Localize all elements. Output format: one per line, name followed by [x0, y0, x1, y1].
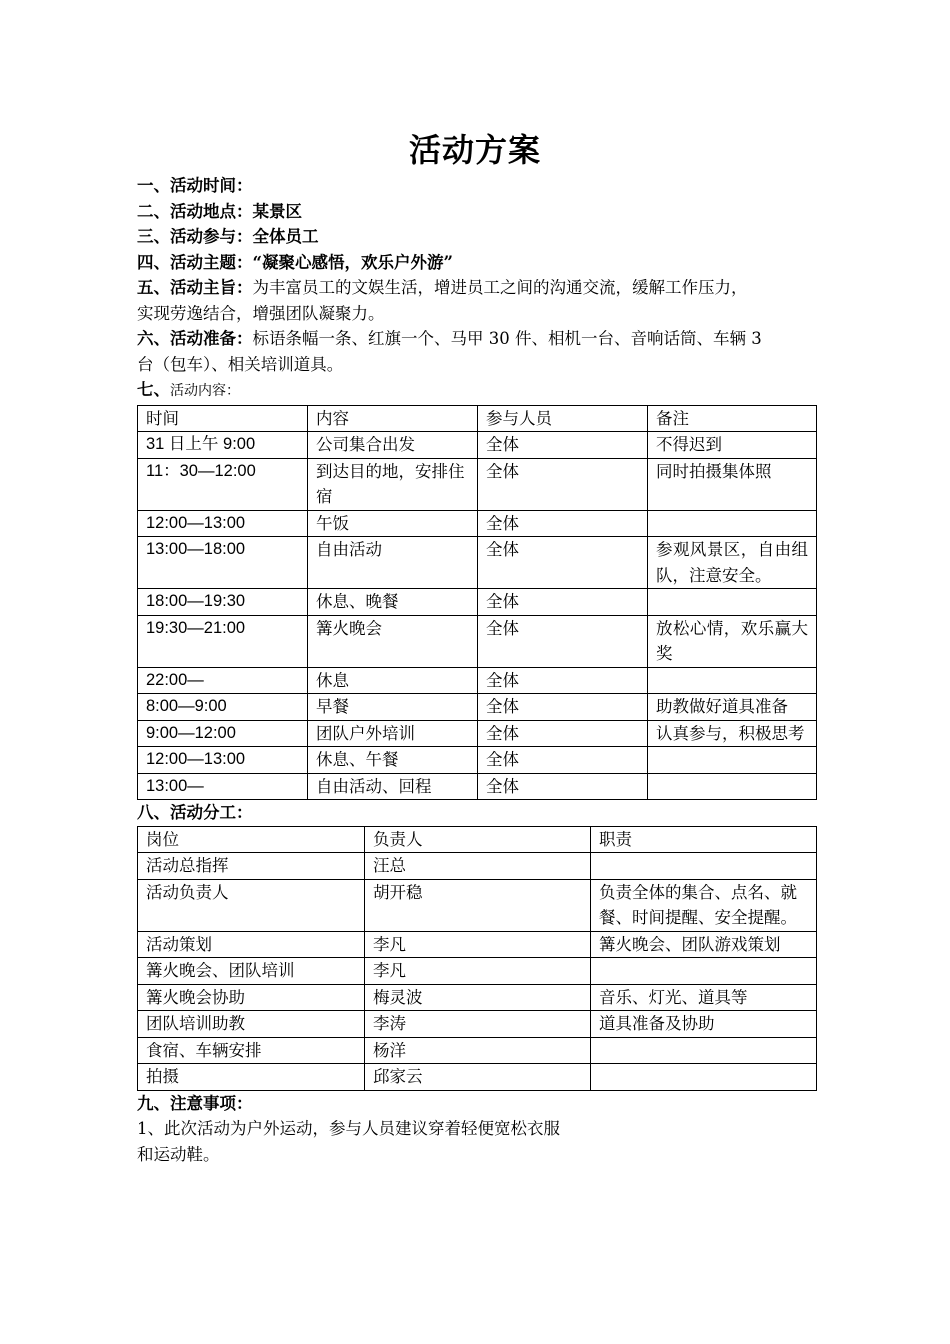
roles-row: [138, 853, 817, 880]
schedule-row: [138, 720, 817, 747]
table-cell: 参观风景区，自由组队，注意安全。: [648, 537, 817, 589]
section-prep-text-1: 标语条幅一条、红旗一个、马甲 30 件、相机一台、音响话筒、车辆 3: [252, 329, 762, 348]
table-cell: 梅灵波: [365, 984, 591, 1011]
table-cell: 活动总指挥: [138, 853, 365, 880]
roles-table: [137, 826, 817, 1091]
table-cell: 汪总: [365, 853, 591, 880]
section-participants-value: 全体员工: [252, 227, 319, 246]
roles-header-row: [138, 826, 817, 853]
table-cell: 13:00—18:00: [138, 537, 308, 589]
section-participants: [137, 224, 817, 250]
table-cell: 11：30—12:00: [138, 458, 308, 510]
header-cell: 职责: [591, 826, 817, 853]
header-cell: 参与人员: [478, 405, 648, 432]
table-cell: 团队户外培训: [308, 720, 478, 747]
table-cell: 12:00—13:00: [138, 747, 308, 774]
table-cell: 公司集合出发: [308, 432, 478, 459]
table-cell: 食宿、车辆安排: [138, 1037, 365, 1064]
table-cell: 李凡: [365, 958, 591, 985]
schedule-row: [138, 510, 817, 537]
table-cell: 篝火晚会、团队培训: [138, 958, 365, 985]
schedule-row: [138, 432, 817, 459]
table-cell: 自由活动: [308, 537, 478, 589]
table-cell: 拍摄: [138, 1064, 365, 1091]
table-cell: 到达目的地，安排住宿: [308, 458, 478, 510]
section-division: 八、活动分工：: [137, 803, 253, 822]
header-cell: 岗位: [138, 826, 365, 853]
table-cell: 全体: [478, 589, 648, 616]
table-cell: [648, 510, 817, 537]
section-content: [137, 377, 817, 405]
roles-row: [138, 1037, 817, 1064]
table-cell: [648, 747, 817, 774]
roles-row: [138, 931, 817, 958]
table-cell: 休息、晚餐: [308, 589, 478, 616]
table-cell: 助教做好道具准备: [648, 694, 817, 721]
section-time-label: 一、活动时间：: [137, 176, 253, 195]
table-cell: 19:30—21:00: [138, 615, 308, 667]
table-cell: 18:00—19:30: [138, 589, 308, 616]
roles-row: [138, 1064, 817, 1091]
table-cell: 全体: [478, 615, 648, 667]
notes-line-2: 和运动鞋。: [137, 1144, 220, 1164]
table-cell: 认真参与，积极思考: [648, 720, 817, 747]
table-cell: 自由活动、回程: [308, 773, 478, 800]
table-cell: 休息: [308, 667, 478, 694]
table-cell: 杨洋: [365, 1037, 591, 1064]
table-cell: 全体: [478, 747, 648, 774]
schedule-table: [137, 405, 817, 801]
section-purpose: [137, 275, 817, 301]
header-cell: 内容: [308, 405, 478, 432]
section-participants-label: 三、活动参与：: [137, 227, 253, 246]
section-place-value: 某景区: [252, 201, 302, 221]
table-cell: 22:00—: [138, 667, 308, 694]
schedule-row: [138, 773, 817, 800]
table-cell: 道具准备及协助: [591, 1011, 817, 1038]
notes-line-1: 1、此次活动为户外运动，参与人员建议穿着轻便宽松衣服: [137, 1119, 560, 1138]
table-cell: 早餐: [308, 694, 478, 721]
table-cell: 李凡: [365, 931, 591, 958]
section-prep-cont: 台（包车）、相关培训道具。: [137, 354, 344, 374]
table-cell: 放松心情，欢乐赢大奖: [648, 615, 817, 667]
table-cell: 全体: [478, 537, 648, 589]
section-content-label: 七、: [137, 380, 170, 399]
table-cell: 团队培训助教: [138, 1011, 365, 1038]
table-cell: 负责全体的集合、点名、就餐、时间提醒、安全提醒。: [591, 879, 817, 931]
table-cell: 活动负责人: [138, 879, 365, 931]
table-cell: 胡开稳: [365, 879, 591, 931]
table-cell: 全体: [478, 667, 648, 694]
roles-row: [138, 984, 817, 1011]
section-theme-label: 四、活动主题：: [137, 252, 253, 272]
table-cell: 全体: [478, 432, 648, 459]
table-cell: 31 日上午 9:00: [138, 432, 308, 459]
document-body: [137, 173, 817, 1167]
section-time: [137, 173, 817, 199]
schedule-row: [138, 537, 817, 589]
table-cell: [591, 958, 817, 985]
table-cell: [648, 589, 817, 616]
roles-row: [138, 958, 817, 985]
table-cell: 活动策划: [138, 931, 365, 958]
table-cell: 全体: [478, 773, 648, 800]
table-cell: 邱家云: [365, 1064, 591, 1091]
section-theme: [137, 250, 817, 276]
schedule-row: [138, 589, 817, 616]
table-cell: 全体: [478, 720, 648, 747]
table-cell: [591, 853, 817, 880]
table-cell: 全体: [478, 458, 648, 510]
table-cell: 13:00—: [138, 773, 308, 800]
page-title: 活动方案: [408, 131, 541, 169]
section-notes: 九、注意事项：: [137, 1093, 253, 1113]
table-cell: 午饭: [308, 510, 478, 537]
section-purpose-text-1: 为丰富员工的文娱生活，增进员工之间的沟通交流，缓解工作压力，: [252, 278, 748, 297]
table-cell: 篝火晚会、团队游戏策划: [591, 931, 817, 958]
section-place: [137, 199, 817, 225]
table-cell: 李涛: [365, 1011, 591, 1038]
table-cell: 全体: [478, 694, 648, 721]
schedule-row: [138, 747, 817, 774]
table-cell: 同时拍摄集体照: [648, 458, 817, 510]
table-cell: 8:00—9:00: [138, 694, 308, 721]
section-prep: [137, 326, 817, 352]
table-cell: 9:00—12:00: [138, 720, 308, 747]
table-cell: [591, 1064, 817, 1091]
section-purpose-label: 五、活动主旨：: [137, 278, 253, 297]
schedule-row: [138, 694, 817, 721]
header-cell: 负责人: [365, 826, 591, 853]
header-cell: 备注: [648, 405, 817, 432]
roles-row: [138, 879, 817, 931]
section-theme-value: “凝聚心感悟，欢乐户外游”: [252, 252, 453, 272]
table-cell: [648, 667, 817, 694]
schedule-row: [138, 458, 817, 510]
table-cell: 休息、午餐: [308, 747, 478, 774]
section-place-label: 二、活动地点：: [137, 201, 253, 221]
header-cell: 时间: [138, 405, 308, 432]
section-content-label-small: 活动内容：: [170, 383, 240, 399]
table-cell: 不得迟到: [648, 432, 817, 459]
table-cell: [648, 773, 817, 800]
table-cell: 篝火晚会: [308, 615, 478, 667]
roles-row: [138, 1011, 817, 1038]
table-cell: 12:00—13:00: [138, 510, 308, 537]
table-cell: [591, 1037, 817, 1064]
table-cell: 全体: [478, 510, 648, 537]
schedule-row: [138, 667, 817, 694]
section-purpose-cont: 实现劳逸结合，增强团队凝聚力。: [137, 303, 385, 323]
table-cell: 篝火晚会协助: [138, 984, 365, 1011]
table-cell: 音乐、灯光、道具等: [591, 984, 817, 1011]
schedule-header-row: [138, 405, 817, 432]
section-prep-label: 六、活动准备：: [137, 329, 253, 348]
schedule-row: [138, 615, 817, 667]
